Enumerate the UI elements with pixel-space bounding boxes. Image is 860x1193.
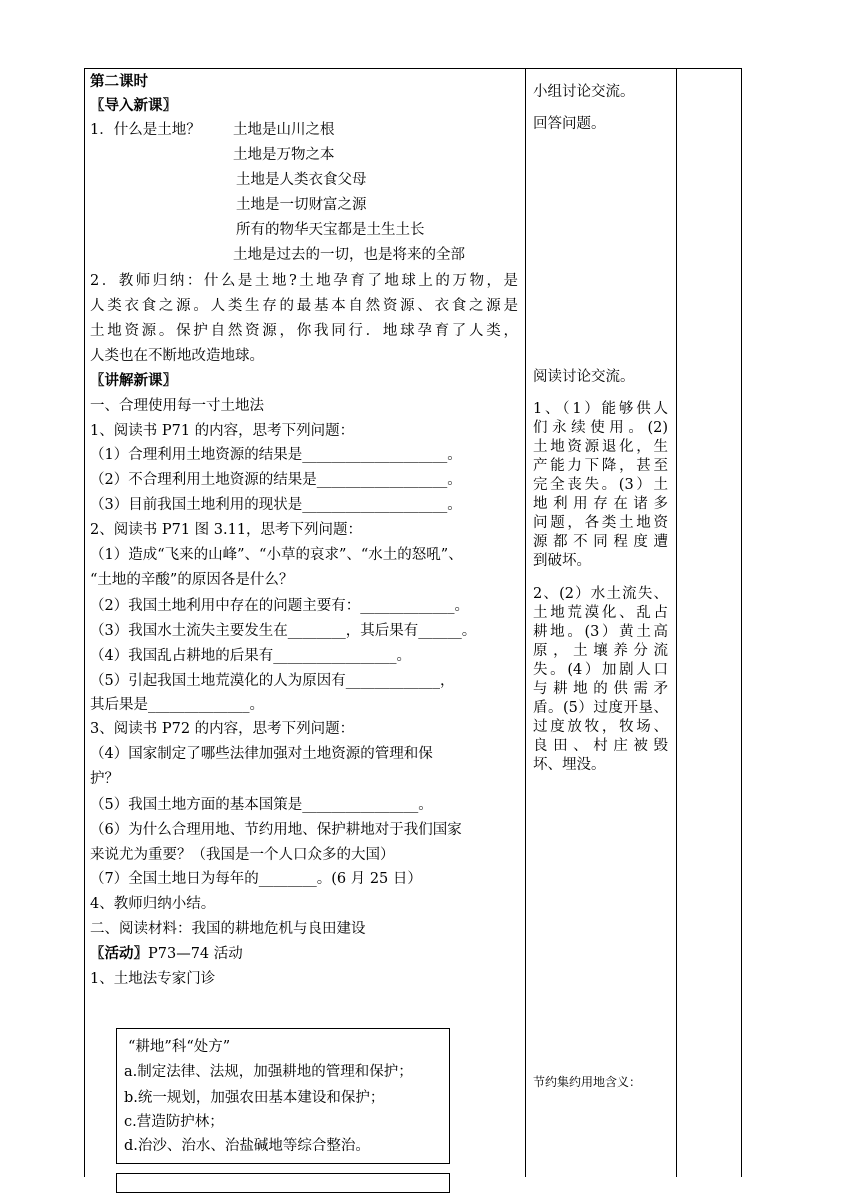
prescription-item: b.统一规划，加强农田基本建设和保护； [124, 1090, 385, 1106]
summary-line: 人类衣食之源。人类生存的最基本自然资源、衣食之源是 [90, 298, 518, 314]
table-top-border [84, 68, 742, 69]
side-answer-1-line: 们永续使用。(2) [533, 420, 668, 436]
side-answer-2-line: 耕地。(3）黄土高 [533, 624, 668, 640]
side-answer-1-line: 1、（1）能够供人 [533, 401, 668, 417]
activity-line [90, 945, 243, 963]
next-box [116, 1173, 450, 1193]
side-answer-2-line: 盾。(5）过度开垦、 [533, 700, 668, 716]
prescription-item: c.营造防护林； [124, 1114, 224, 1130]
side-answer-2-line: 良田、村庄被毁 [533, 738, 668, 754]
prescription-title: “耕地”科“处方” [128, 1039, 231, 1055]
prescription-item: d.治沙、治水、治盐碱地等综合整治。 [124, 1138, 370, 1154]
content-line: （1）造成“飞来的山峰”、“小草的哀求”、“水土的怒吼”、 [90, 547, 463, 563]
table-column-divider-1 [525, 68, 526, 1177]
activity-item: 1、土地法专家门诊 [90, 971, 216, 987]
side-answer-1-line: 源都不同程度遭 [533, 534, 668, 550]
content-line: （5）引起我国土地荒漠化的人为原因有_____________， [90, 673, 455, 689]
content-line: 一、合理使用每一寸土地法 [90, 398, 264, 414]
content-line: （5）我国土地方面的基本国策是________________。 [90, 797, 433, 813]
content-line: （4）国家制定了哪些法律加强对土地资源的管理和保 [90, 746, 433, 762]
content-line: 其后果是______________。 [90, 697, 264, 713]
content-line: 2、阅读书 P71 图 3.11，思考下列问题： [90, 522, 363, 538]
land-answer: 土地是人类衣食父母 [236, 172, 367, 188]
side-answer-2-line: 与耕地的供需矛 [533, 681, 668, 697]
explain-heading: 〖讲解新课〗 [90, 372, 177, 389]
content-line: （1）合理利用土地资源的结果是____________________。 [90, 447, 462, 463]
side-answer-1-line: 问题，各类土地资 [533, 515, 668, 531]
content-line: （3）目前我国土地利用的现状是____________________。 [90, 497, 462, 513]
content-line: （6）为什么合理用地、节约用地、保护耕地对于我们国家 [90, 822, 462, 838]
side-note: 节约集约用地含义： [533, 1075, 642, 1089]
side-answer-1-line: 产能力下降，甚至 [533, 458, 668, 474]
table-column-divider-2 [676, 68, 677, 1177]
content-line: “土地的辛酸”的原因各是什么？ [90, 572, 294, 588]
land-answer: 土地是山川之根 [233, 122, 335, 138]
content-line: 3、阅读书 P72 的内容，思考下列问题： [90, 721, 355, 737]
summary-line: 2．教师归纳：什么是土地?土地孕育了地球上的万物，是 [90, 273, 518, 289]
content-line: （2）不合理利用土地资源的结果是__________________。 [90, 472, 462, 488]
lesson-title: 第二课时 [90, 73, 148, 90]
side-discuss: 小组讨论交流。 [533, 84, 635, 100]
table-left-border [84, 68, 85, 1177]
question-1: 1．什么是土地？ [90, 122, 201, 138]
land-answer: 所有的物华天宝都是土生土长 [236, 222, 425, 238]
prescription-item: a.制定法律、法规，加强耕地的管理和保护； [124, 1064, 413, 1080]
side-answer-2-line: 土地荒漠化、乱占 [533, 605, 668, 621]
content-line: 来说尤为重要？（我国是一个人口众多的大国） [90, 847, 395, 863]
side-read-discuss: 阅读讨论交流。 [533, 369, 635, 385]
content-line: （4）我国乱占耕地的后果有_________________。 [90, 648, 411, 664]
summary-line: 土地资源。保护自然资源，你我同行．地球孕育了人类， [90, 323, 518, 339]
content-line: 1、阅读书 P71 的内容，思考下列问题： [90, 423, 355, 439]
content-line: （2）我国土地利用中存在的问题主要有：_____________。 [90, 598, 469, 614]
intro-heading: 〖导入新课〗 [90, 97, 177, 114]
side-answer-2-line: 坏、埋没。 [533, 757, 606, 773]
content-line: 二、阅读材料：我国的耕地危机与良田建设 [90, 921, 366, 937]
side-answer: 回答问题。 [533, 116, 606, 132]
side-answer-2-line: 2、(2）水土流失、 [533, 586, 668, 602]
content-line: （3）我国水土流失主要发生在________，其后果有______。 [90, 623, 477, 639]
side-answer-2-line: 过度放牧，牧场、 [533, 719, 668, 735]
activity-text: P73—74 活动 [148, 946, 243, 962]
side-answer-2-line: 原，土壤养分流 [533, 643, 668, 659]
land-answer: 土地是一切财富之源 [236, 197, 367, 213]
content-line: （7）全国土地日为每年的________。(6 月 25 日） [90, 871, 422, 887]
activity-heading: 〖活动〗 [90, 945, 148, 962]
side-answer-1-line: 完全丧失。(3）土 [533, 477, 668, 493]
side-answer-1-line: 土地资源退化，生 [533, 439, 668, 455]
land-answer: 土地是过去的一切，也是将来的全部 [233, 247, 465, 263]
content-line: 4、教师归纳小结。 [90, 896, 216, 912]
side-answer-1-line: 到破坏。 [533, 553, 591, 569]
side-answer-2-line: 失。(4）加剧人口 [533, 662, 668, 678]
table-right-border [741, 68, 742, 1177]
summary-line: 人类也在不断地改造地球。 [90, 348, 264, 364]
land-answer: 土地是万物之本 [233, 147, 335, 163]
content-line: 护？ [90, 771, 119, 787]
side-answer-1-line: 地利用存在诸多 [533, 496, 668, 512]
